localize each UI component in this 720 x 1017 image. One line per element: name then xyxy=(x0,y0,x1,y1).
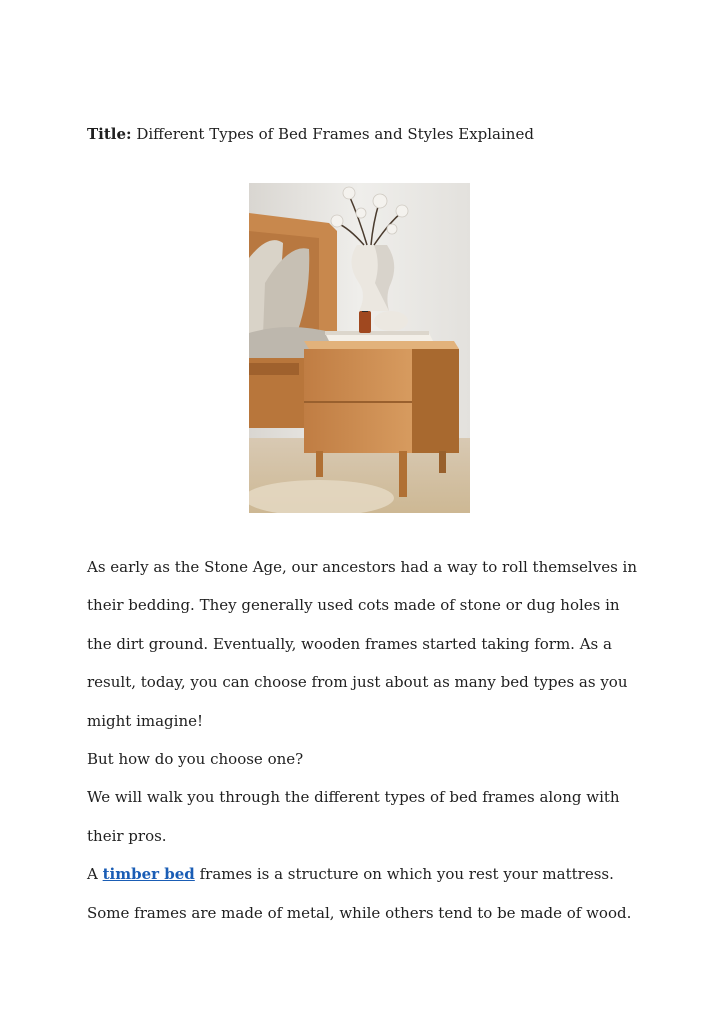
title-label: Title: xyxy=(87,125,132,143)
article-body xyxy=(87,548,647,932)
timber-prefix: A xyxy=(87,865,98,884)
document-title xyxy=(87,124,534,144)
timber-bed-link[interactable]: timber bed xyxy=(102,865,195,884)
nightstand-photo xyxy=(249,183,470,513)
paragraph-intro: We will walk you through the different types of bed frames along with their pros. xyxy=(87,788,620,845)
timber-suffix: frames is a structure on which you rest your mattress. Some frames are made of metal, while others tend to be made of wood. xyxy=(87,865,632,922)
paragraph-timber-bed xyxy=(87,855,647,932)
title-text: Different Types of Bed Frames and Styles Explained xyxy=(136,125,534,143)
paragraph-question: But how do you choose one? xyxy=(87,750,304,769)
paragraph-history: As early as the Stone Age, our ancestors had a way to roll themselves in their bedding. They generally used cots made of stone or dug holes in the dirt ground. Eventually, wooden frames started taking form. As a result, today, you can choose from just about as many bed types as you might imagine! xyxy=(87,558,637,730)
